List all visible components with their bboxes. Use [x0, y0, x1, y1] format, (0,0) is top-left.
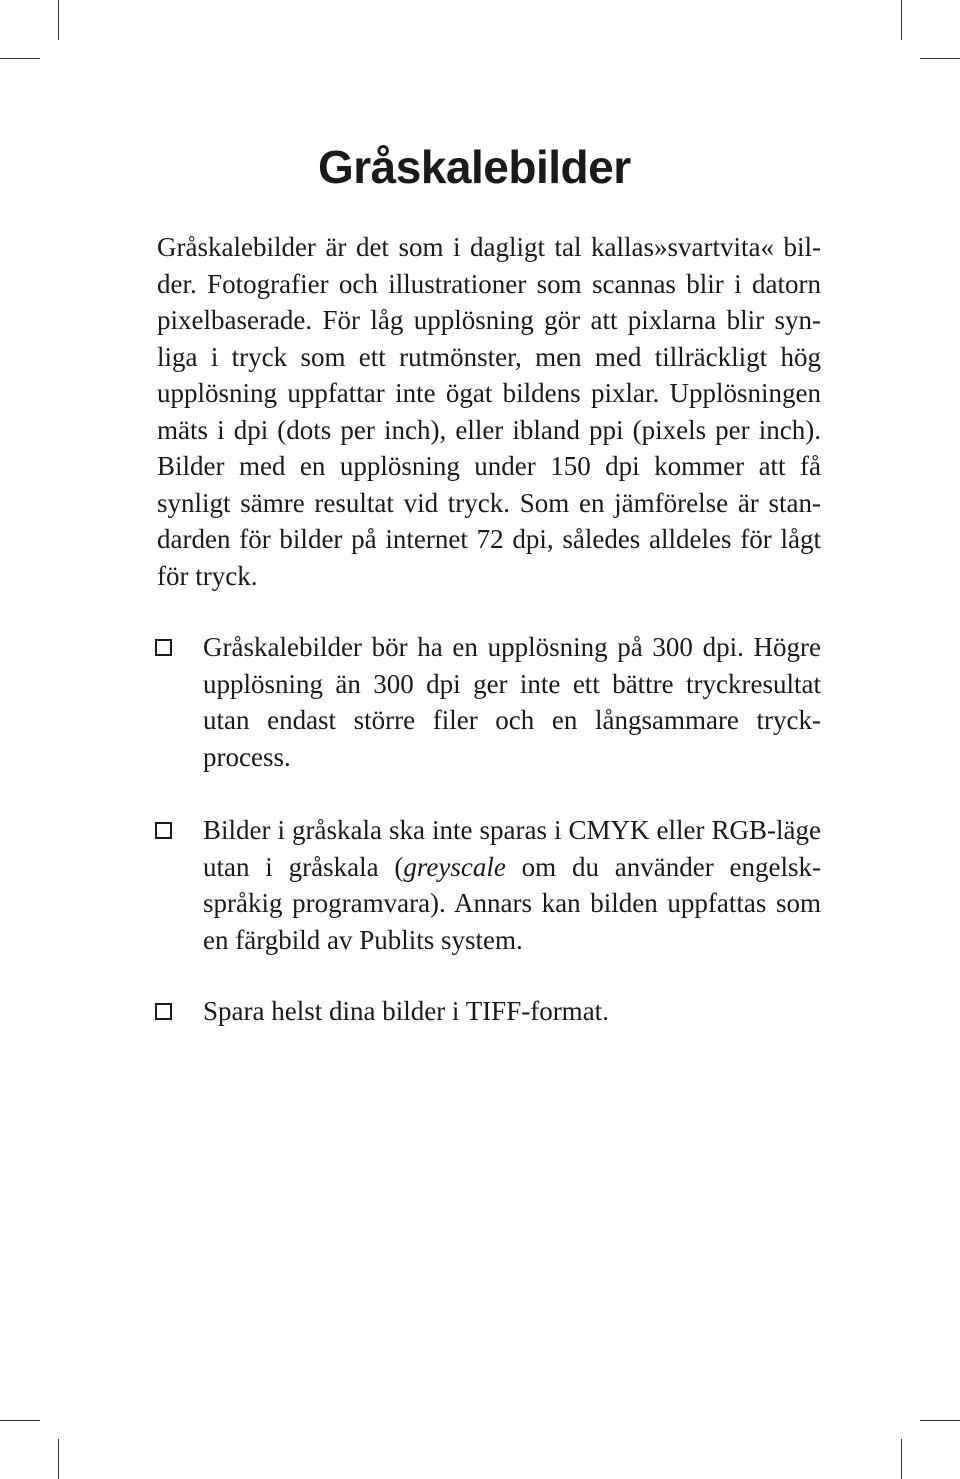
intro-paragraph: Gråskalebilder är det som i dagligt tal kallas»svartvita« bilder. Fotografier och illustrationer som scannas blir i datorn pixelbaserade. För låg upplösning gör att pixlarna blir synliga i tryck som ett rutmönster, men med tillräckligt hög upplösning uppfattar inte ögat bildens pixlar. Upplösningen mäts i dpi (dots per inch), eller ibland ppi (pixels per inch). Bilder med en upplösning under 150 dpi kommer att få synligt sämre resultat vid tryck. Som en jämförelse är standarden för bilder på internet 72 dpi, således alldeles för lågt för tryck.: [157, 232, 821, 591]
crop-mark-bottom-right: [920, 1420, 960, 1421]
checklist-item-text-part: om du använder engelskspråkig programvara). Annars kan bilden uppfattas som en färgbild av Publits system.: [203, 851, 821, 955]
checklist-item-text-italic: greyscale: [403, 851, 506, 882]
crop-mark-top-right: [920, 58, 960, 59]
page-title: Gråskalebilder: [318, 141, 631, 193]
checklist-item-text-part: Bilder i gråskala ska inte sparas i CMYK eller RGB-läge utan i gråskala (: [203, 815, 821, 882]
checklist-item-text: Gråskalebilder bör ha en upplösning på 300 dpi. Högre upplösning än 300 dpi ger inte ett bättre tryckresultat utan endast större filer och en långsammare tryckprocess.: [203, 632, 821, 772]
crop-mark-bottom-left: [0, 1420, 40, 1421]
checkbox[interactable]: [155, 1003, 172, 1020]
checklist-item: [155, 629, 821, 775]
checklist-item-text: Spara helst dina bilder i TIFF-format.: [203, 996, 609, 1026]
checkbox[interactable]: [155, 822, 172, 839]
checklist-item: [155, 993, 821, 1030]
crop-mark-top-left: [0, 58, 40, 59]
crop-mark-top-right: [901, 0, 902, 40]
crop-mark-bottom-left: [58, 1439, 59, 1479]
checklist-item: [155, 812, 821, 958]
checklist-item-text: [203, 812, 821, 958]
crop-mark-top-left: [58, 0, 59, 40]
crop-mark-bottom-right: [901, 1439, 902, 1479]
checkbox[interactable]: [155, 639, 172, 656]
